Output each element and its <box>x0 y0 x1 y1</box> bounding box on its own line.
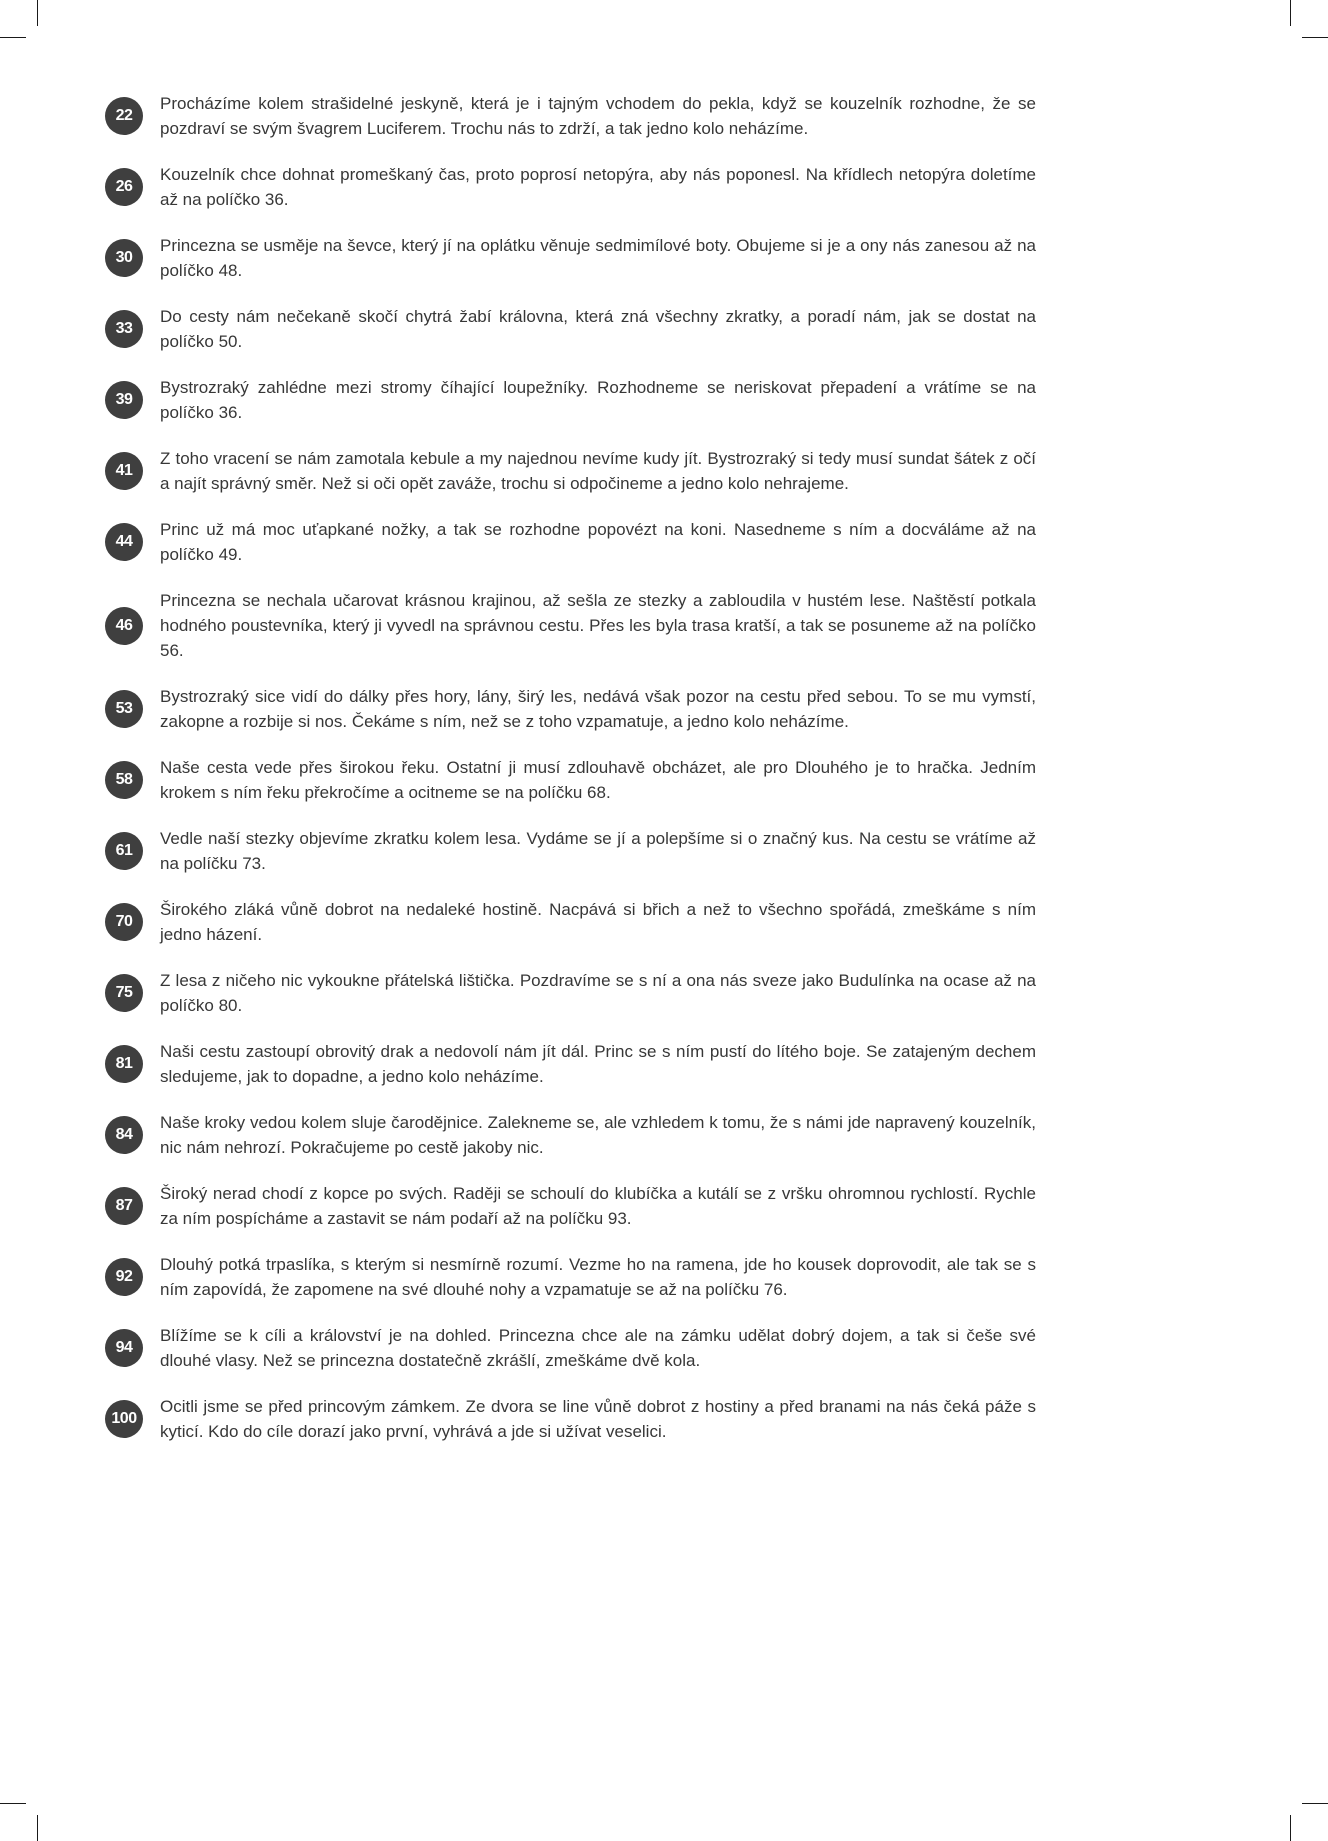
crop-mark <box>37 1815 38 1841</box>
rule-text: Dlouhý potká trpaslíka, s kterým si nesmírně rozumí. Vezme ho na ramena, jde ho kousek doprovodit, ale tak se s ním zapovídá, že zapomene na své dlouhé nohy a vzpamatuje se až na políčku 76. <box>160 1255 1036 1299</box>
crop-mark <box>37 0 38 26</box>
rule-item <box>105 1394 1037 1444</box>
rule-item <box>105 1181 1037 1231</box>
field-number-badge: 44 <box>105 523 143 561</box>
rule-text: Široký nerad chodí z kopce po svých. Raději se schoulí do klubíčka a kutálí se z vršku ohromnou rychlostí. Rychle za ním pospícháme a zastavit se nám podaří až na políčku 93. <box>160 1184 1036 1228</box>
crop-mark <box>1302 1803 1328 1804</box>
rule-item <box>105 304 1037 354</box>
rule-text: Ocitli jsme se před princovým zámkem. Ze dvora se line vůně dobrot z hostiny a před branami na nás čeká páže s kyticí. Kdo do cíle dorazí jako první, vyhrává a jde si užívat veselici. <box>160 1397 1036 1441</box>
rule-text: Princezna se nechala učarovat krásnou krajinou, až sešla ze stezky a zabloudila v hustém lese. Naštěstí potkala hodného poustevníka, který ji vyvedl na správnou cestu. Přes les byla trasa kratší, a tak se posuneme až na políčko 56. <box>160 591 1036 660</box>
field-number-badge: 22 <box>105 97 143 135</box>
rule-item <box>105 446 1037 496</box>
rule-text: Širokého zláká vůně dobrot na nedaleké hostině. Nacpává si břich a než to všechno spořádá, zmeškáme s ním jedno házení. <box>160 900 1036 944</box>
field-number-badge: 30 <box>105 239 143 277</box>
rule-text: Do cesty nám nečekaně skočí chytrá žabí královna, která zná všechny zkratky, a poradí nám, jak se dostat na políčko 50. <box>160 307 1036 351</box>
field-number-badge: 70 <box>105 903 143 941</box>
field-number-badge: 26 <box>105 168 143 206</box>
crop-mark <box>0 37 26 38</box>
rule-text: Princezna se usměje na ševce, který jí na oplátku věnuje sedmimílové boty. Obujeme si je a ony nás zanesou až na políčko 48. <box>160 236 1036 280</box>
field-number-badge: 100 <box>105 1400 143 1438</box>
rule-item <box>105 162 1037 212</box>
field-number-badge: 33 <box>105 310 143 348</box>
rule-item <box>105 1110 1037 1160</box>
rule-item <box>105 968 1037 1018</box>
rule-text: Bystrozraký zahlédne mezi stromy číhající loupežníky. Rozhodneme se neriskovat přepadení a vrátíme se na políčko 36. <box>160 378 1036 422</box>
rule-item <box>105 588 1037 663</box>
crop-mark <box>1290 0 1291 26</box>
rule-item <box>105 1252 1037 1302</box>
field-number-badge: 92 <box>105 1258 143 1296</box>
rule-text: Naši cestu zastoupí obrovitý drak a nedovolí nám jít dál. Princ se s ním pustí do lítého boje. Se zatajeným dechem sledujeme, jak to dopadne, a jedno kolo neházíme. <box>160 1042 1036 1086</box>
rule-text: Naše cesta vede přes širokou řeku. Ostatní ji musí zdlouhavě obcházet, ale pro Dlouhého je to hračka. Jedním krokem s ním řeku překročíme a ocitneme se na políčku 68. <box>160 758 1036 802</box>
rule-text: Z toho vracení se nám zamotala kebule a my najednou nevíme kudy jít. Bystrozraký si tedy musí sundat šátek z očí a najít správný směr. Než si oči opět zaváže, trochu si odpočineme a jedno kolo nehrajeme. <box>160 449 1036 493</box>
field-number-badge: 87 <box>105 1187 143 1225</box>
field-number-badge: 58 <box>105 761 143 799</box>
field-number-badge: 39 <box>105 381 143 419</box>
field-number-badge: 53 <box>105 690 143 728</box>
crop-mark <box>0 1803 26 1804</box>
rules-list <box>105 91 1037 1465</box>
rule-text: Blížíme se k cíli a království je na dohled. Princezna chce ale na zámku udělat dobrý dojem, a tak si češe své dlouhé vlasy. Než se princezna dostatečně zkrášlí, zmeškáme dvě kola. <box>160 1326 1036 1370</box>
rule-item <box>105 826 1037 876</box>
field-number-badge: 94 <box>105 1329 143 1367</box>
rule-item <box>105 91 1037 141</box>
rule-text: Princ už má moc uťapkané nožky, a tak se rozhodne popovézt na koni. Nasedneme s ním a docváláme až na políčko 49. <box>160 520 1036 564</box>
rule-item <box>105 897 1037 947</box>
crop-mark <box>1302 37 1328 38</box>
field-number-badge: 75 <box>105 974 143 1012</box>
field-number-badge: 41 <box>105 452 143 490</box>
rule-text: Naše kroky vedou kolem sluje čarodějnice. Zalekneme se, ale vzhledem k tomu, že s námi jde napravený kouzelník, nic nám nehrozí. Pokračujeme po cestě jakoby nic. <box>160 1113 1036 1157</box>
rule-text: Kouzelník chce dohnat promeškaný čas, proto poprosí netopýra, aby nás poponesl. Na křídlech netopýra doletíme až na políčko 36. <box>160 165 1036 209</box>
rule-text: Bystrozraký sice vidí do dálky přes hory, lány, širý les, nedává však pozor na cestu před sebou. To se mu vymstí, zakopne a rozbije si nos. Čekáme s ním, než se z toho vzpamatuje, a jedno kolo neházíme. <box>160 687 1036 731</box>
field-number-badge: 46 <box>105 607 143 645</box>
rule-item <box>105 517 1037 567</box>
rule-item <box>105 755 1037 805</box>
rule-item <box>105 1323 1037 1373</box>
rule-item <box>105 1039 1037 1089</box>
rule-item <box>105 375 1037 425</box>
crop-mark <box>1290 1815 1291 1841</box>
field-number-badge: 61 <box>105 832 143 870</box>
rule-text: Vedle naší stezky objevíme zkratku kolem lesa. Vydáme se jí a polepšíme si o značný kus. Na cestu se vrátíme až na políčku 73. <box>160 829 1036 873</box>
rule-text: Z lesa z ničeho nic vykoukne přátelská lištička. Pozdravíme se s ní a ona nás sveze jako Budulínka na ocase až na políčko 80. <box>160 971 1036 1015</box>
field-number-badge: 84 <box>105 1116 143 1154</box>
field-number-badge: 81 <box>105 1045 143 1083</box>
rule-item <box>105 233 1037 283</box>
rule-item <box>105 684 1037 734</box>
rule-text: Procházíme kolem strašidelné jeskyně, která je i tajným vchodem do pekla, když se kouzelník rozhodne, že se pozdraví se svým švagrem Luciferem. Trochu nás to zdrží, a tak jedno kolo neházíme. <box>160 94 1036 138</box>
